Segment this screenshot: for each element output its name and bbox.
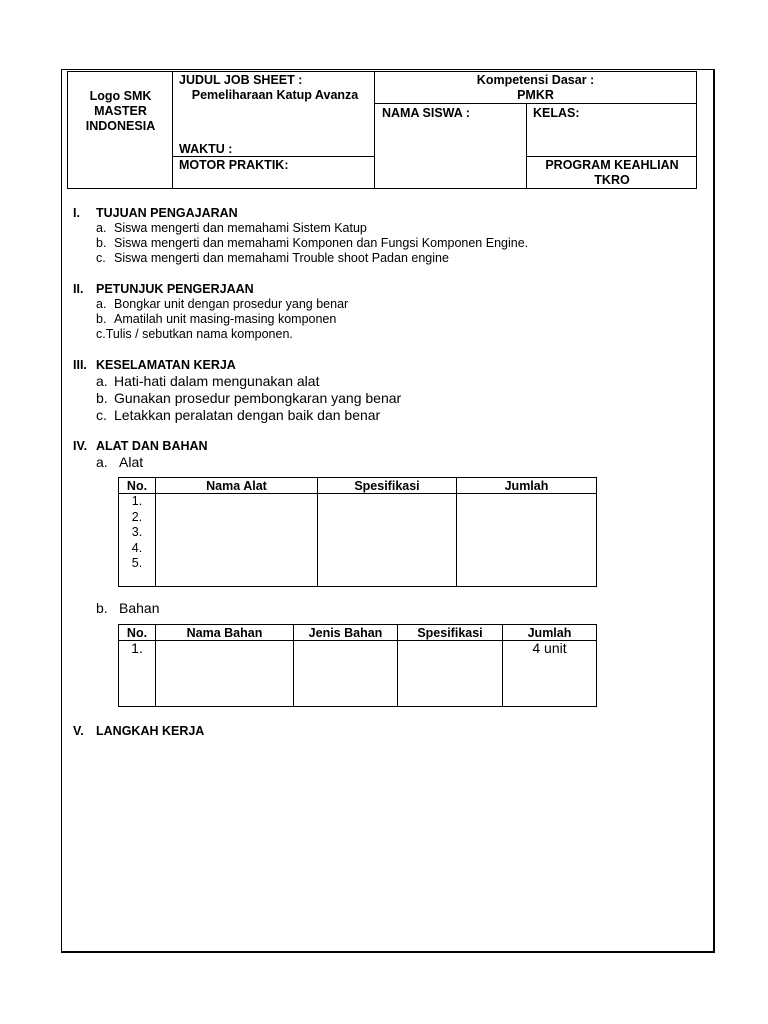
- column-header: Spesifikasi: [318, 478, 457, 494]
- list-item: a. Hati-hati dalam mengunakan alat: [96, 373, 320, 389]
- column-header: Jenis Bahan: [294, 625, 398, 641]
- column-header: Jumlah: [503, 625, 597, 641]
- list-item: c. Siswa mengerti dan memahami Trouble shoot Padan engine: [96, 251, 449, 265]
- kompetensi-dasar-label: Kompetensi Dasar :: [476, 73, 595, 87]
- section-heading: V. LANGKAH KERJA: [73, 724, 205, 738]
- table-cell[interactable]: [156, 494, 318, 587]
- judul-label: JUDUL JOB SHEET :: [179, 73, 303, 87]
- section-heading: IV. ALAT DAN BAHAN: [73, 439, 208, 453]
- waktu-label: WAKTU :: [179, 142, 233, 156]
- list-item: b. Amatilah unit masing-masing komponen: [96, 312, 337, 326]
- bahan-table: [118, 624, 597, 707]
- section-heading: I. TUJUAN PENGAJARAN: [73, 206, 238, 220]
- kompetensi-dasar-value: PMKR: [517, 88, 554, 102]
- table-cell[interactable]: [156, 641, 294, 707]
- list-item: b. Gunakan prosedur pembongkaran yang benar: [96, 390, 402, 406]
- sub-heading-alat: a. Alat: [96, 454, 144, 470]
- column-header: No.: [119, 478, 156, 494]
- nama-siswa-label: NAMA SISWA :: [382, 106, 470, 120]
- table-cell[interactable]: [398, 641, 503, 707]
- column-header: Jumlah: [457, 478, 597, 494]
- table-cell[interactable]: [457, 494, 597, 587]
- program-keahlian-label: PROGRAM KEAHLIAN TKRO: [545, 158, 679, 187]
- column-header: Spesifikasi: [398, 625, 503, 641]
- table-cell[interactable]: [318, 494, 457, 587]
- column-header: No.: [119, 625, 156, 641]
- list-item: a. Bongkar unit dengan prosedur yang benar: [96, 297, 349, 311]
- jumlah-value: 4 unit: [503, 641, 597, 707]
- table-row: [119, 641, 597, 707]
- column-header: Nama Alat: [156, 478, 318, 494]
- job-sheet-title: Pemeliharaan Katup Avanza: [191, 88, 359, 102]
- table-row: [119, 494, 597, 587]
- alat-table: [118, 477, 597, 587]
- header-table: [67, 71, 697, 189]
- logo-text: Logo SMK MASTER INDONESIA: [85, 89, 156, 133]
- table-cell[interactable]: [294, 641, 398, 707]
- section-heading: II. PETUNJUK PENGERJAAN: [73, 282, 254, 296]
- motor-praktik-label: MOTOR PRAKTIK:: [179, 158, 289, 172]
- row-number: 1.: [119, 641, 156, 707]
- section-heading: III. KESELAMATAN KERJA: [73, 358, 236, 372]
- list-item: c. Letakkan peralatan dengan baik dan benar: [96, 407, 381, 423]
- list-item: b. Siswa mengerti dan memahami Komponen dan Fungsi Komponen Engine.: [96, 236, 529, 250]
- list-item: a. Siswa mengerti dan memahami Sistem Katup: [96, 221, 367, 235]
- sub-heading-bahan: b. Bahan: [96, 600, 160, 616]
- column-header: Nama Bahan: [156, 625, 294, 641]
- row-numbers: 1. 2. 3. 4. 5.: [119, 494, 156, 587]
- list-item: c.Tulis / sebutkan nama komponen.: [96, 327, 293, 341]
- kelas-label: KELAS:: [533, 106, 580, 120]
